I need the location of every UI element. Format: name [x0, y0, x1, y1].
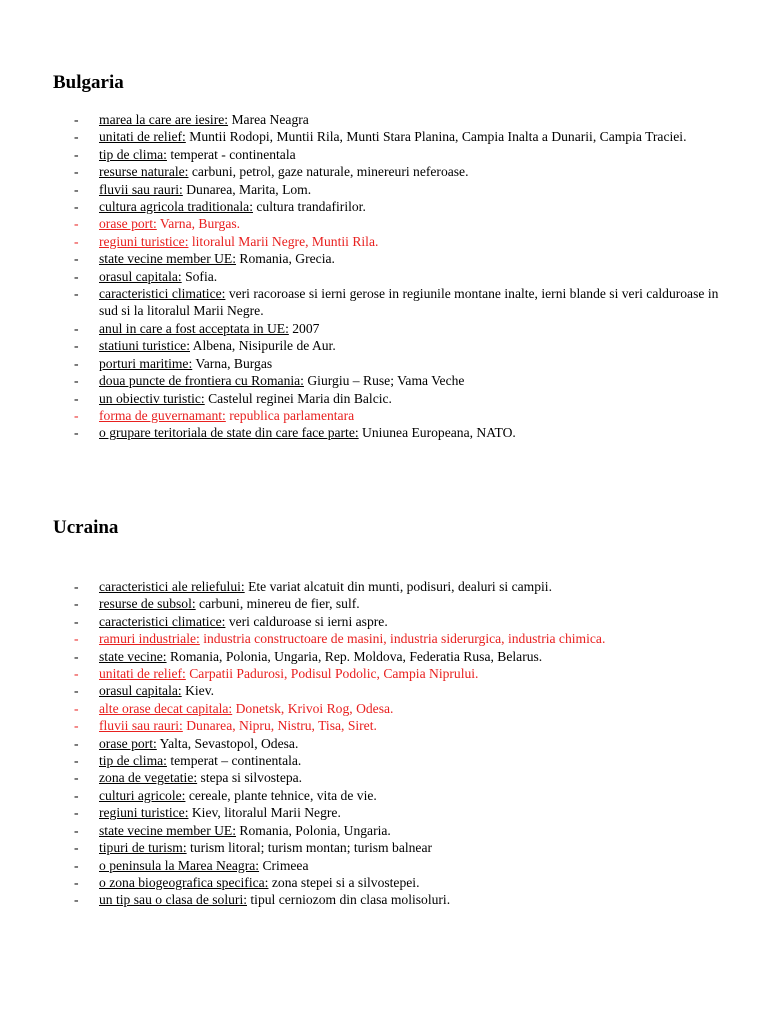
item-label: un tip sau o clasa de soluri: [99, 892, 247, 908]
item-value: Ete variat alcatuit din munti, podisuri, dealuri si campii. [244, 579, 552, 594]
item-label: regiuni turistice: [99, 805, 189, 821]
item-label: unitati de relief: [99, 666, 186, 682]
item-label: statiuni turistice: [99, 338, 190, 354]
bullet-dash: - [74, 373, 79, 389]
item-value: Giurgiu – Ruse; Vama Veche [303, 373, 465, 389]
list-item [74, 630, 724, 647]
item-label: culturi agricole: [99, 787, 186, 803]
bullet-dash: - [74, 146, 79, 162]
section-title-bulgaria: Bulgaria [53, 72, 124, 93]
list-item [74, 735, 724, 752]
list-item [74, 874, 724, 891]
item-value: Muntii Rodopi, Muntii Rila, Munti Stara Planina, Campia Inalta a Dunarii, Campia Traciei. [185, 129, 687, 145]
bullet-dash: - [74, 857, 79, 873]
bullet-dash: - [74, 892, 79, 908]
item-value: cultura trandafirilor. [253, 199, 366, 215]
item-value: Yalta, Sevastopol, Odesa. [156, 735, 299, 751]
item-label: caracteristici climatice: [99, 286, 226, 302]
list-item [74, 787, 724, 804]
item-label: unitati de relief: [99, 129, 186, 145]
item-label: ramuri industriale: [99, 631, 200, 647]
item-value: veri calduroase si ierni aspre. [225, 613, 388, 629]
list-item [74, 839, 724, 856]
list-item [74, 268, 724, 285]
item-value: temperat - continentala [166, 146, 296, 162]
bullet-dash: - [74, 770, 79, 786]
list-item [74, 822, 724, 839]
list-item [74, 857, 724, 874]
list-item [74, 682, 724, 699]
list-item [74, 111, 724, 128]
item-value: Kiev, litoralul Marii Negre. [188, 805, 341, 821]
item-value: carbuni, minereu de fier, sulf. [195, 596, 360, 612]
item-value: tipul cerniozom din clasa molisoluri. [247, 892, 451, 908]
bullet-dash: - [74, 199, 79, 215]
item-value: Castelul reginei Maria din Balcic. [204, 390, 392, 406]
bullet-dash: - [74, 233, 79, 249]
item-value: Dunarea, Nipru, Nistru, Tisa, Siret. [182, 718, 377, 734]
item-label: state vecine member UE: [99, 822, 237, 838]
item-label: porturi maritime: [99, 355, 193, 371]
item-label: orase port: [99, 735, 157, 751]
list-item [74, 700, 724, 717]
item-label: state vecine member UE: [99, 251, 237, 267]
list-item [74, 285, 724, 320]
bullet-dash: - [74, 613, 79, 629]
item-value: republica parlamentara [225, 407, 355, 423]
item-label: forma de guvernamant: [99, 407, 226, 423]
item-value: Kiev. [181, 683, 215, 699]
item-label: alte orase decat capitala: [99, 700, 233, 716]
bullet-dash: - [74, 338, 79, 354]
list-item [74, 613, 724, 630]
item-label: tipuri de turism: [99, 840, 187, 856]
item-label: state vecine: [99, 648, 167, 664]
item-label: doua puncte de frontiera cu Romania: [99, 373, 304, 389]
item-value: litoralul Marii Negre, Muntii Rila. [188, 233, 379, 249]
list-item [74, 163, 724, 180]
item-value: Marea Neagra [228, 112, 309, 127]
item-value: Dunarea, Marita, Lom. [182, 181, 312, 197]
item-label: o zona biogeografica specifica: [99, 874, 269, 890]
bullet-dash: - [74, 112, 79, 127]
bullet-dash: - [74, 631, 79, 647]
bullet-dash: - [74, 683, 79, 699]
bullet-dash: - [74, 735, 79, 751]
item-label: regiuni turistice: [99, 233, 189, 249]
item-value: Varna, Burgas [192, 355, 273, 371]
section-title-ucraina: Ucraina [53, 517, 119, 538]
item-label: o peninsula la Marea Neagra: [99, 857, 260, 873]
list-item [74, 578, 724, 595]
bullet-dash: - [74, 805, 79, 821]
item-label: fluvii sau rauri: [99, 718, 183, 734]
bullet-dash: - [74, 822, 79, 838]
bullet-dash: - [74, 251, 79, 267]
list-item [74, 752, 724, 769]
list-item [74, 407, 724, 424]
bullet-dash: - [74, 718, 79, 734]
bullet-dash: - [74, 666, 79, 682]
item-label: resurse naturale: [99, 164, 189, 180]
item-value: zona stepei si a silvostepei. [268, 874, 420, 890]
item-list-ucraina [74, 578, 724, 909]
item-list-bulgaria [74, 111, 724, 442]
item-label: caracteristici climatice: [99, 613, 226, 629]
item-label: cultura agricola traditionala: [99, 199, 253, 215]
bullet-dash: - [74, 320, 79, 336]
bullet-dash: - [74, 216, 79, 232]
list-item [74, 769, 724, 786]
item-label: orasul capitala: [99, 268, 182, 284]
item-label: anul in care a fost acceptata in UE: [99, 320, 289, 336]
list-item [74, 390, 724, 407]
item-value: Romania, Polonia, Ungaria, Rep. Moldova, Federatia Rusa, Belarus. [166, 648, 543, 664]
item-label: un obiectiv turistic: [99, 390, 205, 406]
item-value: Donetsk, Krivoi Rog, Odesa. [232, 700, 394, 716]
item-label: resurse de subsol: [99, 596, 196, 612]
bullet-dash: - [74, 390, 79, 406]
list-item [74, 372, 724, 389]
list-item [74, 337, 724, 354]
bullet-dash: - [74, 753, 79, 769]
item-label: marea la care are iesire: [99, 112, 229, 127]
item-value: Sofia. [181, 268, 218, 284]
bullet-dash: - [74, 286, 79, 302]
item-value: veri racoroase si ierni gerose in regiunile montane inalte, ierni blande si veri calduroase in sud si la litoralul Marii Negre. [99, 286, 719, 319]
list-item [74, 250, 724, 267]
item-label: orase port: [99, 216, 157, 232]
item-value: temperat – continentala. [166, 753, 302, 769]
item-value: Varna, Burgas. [156, 216, 241, 232]
item-label: caracteristici ale reliefului: [99, 579, 245, 594]
bullet-dash: - [74, 355, 79, 371]
list-item [74, 233, 724, 250]
list-item [74, 804, 724, 821]
bullet-dash: - [74, 596, 79, 612]
item-value: Albena, Nisipurile de Aur. [190, 338, 336, 354]
item-value: Romania, Grecia. [236, 251, 335, 267]
bullet-dash: - [74, 840, 79, 856]
item-label: fluvii sau rauri: [99, 181, 183, 197]
list-item [74, 181, 724, 198]
list-item [74, 355, 724, 372]
item-value: turism litoral; turism montan; turism balnear [186, 840, 433, 856]
list-item [74, 648, 724, 665]
list-item [74, 320, 724, 337]
list-item [74, 128, 724, 145]
item-value: cereale, plante tehnice, vita de vie. [185, 787, 377, 803]
item-label: orasul capitala: [99, 683, 182, 699]
list-item [74, 146, 724, 163]
item-label: tip de clima: [99, 146, 167, 162]
item-value: stepa si silvostepa. [197, 770, 303, 786]
list-item [74, 665, 724, 682]
item-label: o grupare teritoriala de state din care face parte: [99, 425, 359, 441]
bullet-dash: - [74, 181, 79, 197]
item-label: zona de vegetatie: [99, 770, 198, 786]
item-label: tip de clima: [99, 753, 167, 769]
list-item [74, 717, 724, 734]
bullet-dash: - [74, 268, 79, 284]
item-value: Crimeea [259, 857, 309, 873]
list-item [74, 891, 724, 908]
bullet-dash: - [74, 164, 79, 180]
item-value: 2007 [288, 320, 320, 336]
list-item [74, 595, 724, 612]
item-value: industria constructoare de masini, industria siderurgica, industria chimica. [199, 631, 606, 647]
bullet-dash: - [74, 700, 79, 716]
item-value: Carpatii Padurosi, Podisul Podolic, Campia Niprului. [185, 666, 479, 682]
bullet-dash: - [74, 129, 79, 145]
bullet-dash: - [74, 407, 79, 423]
bullet-dash: - [74, 425, 79, 441]
item-value: Uniunea Europeana, NATO. [358, 425, 516, 441]
list-item [74, 198, 724, 215]
list-item [74, 424, 724, 441]
bullet-dash: - [74, 874, 79, 890]
bullet-dash: - [74, 648, 79, 664]
list-item [74, 215, 724, 232]
item-value: Romania, Polonia, Ungaria. [236, 822, 391, 838]
bullet-dash: - [74, 787, 79, 803]
item-value: carbuni, petrol, gaze naturale, minereuri neferoase. [188, 164, 469, 180]
bullet-dash: - [74, 579, 79, 594]
